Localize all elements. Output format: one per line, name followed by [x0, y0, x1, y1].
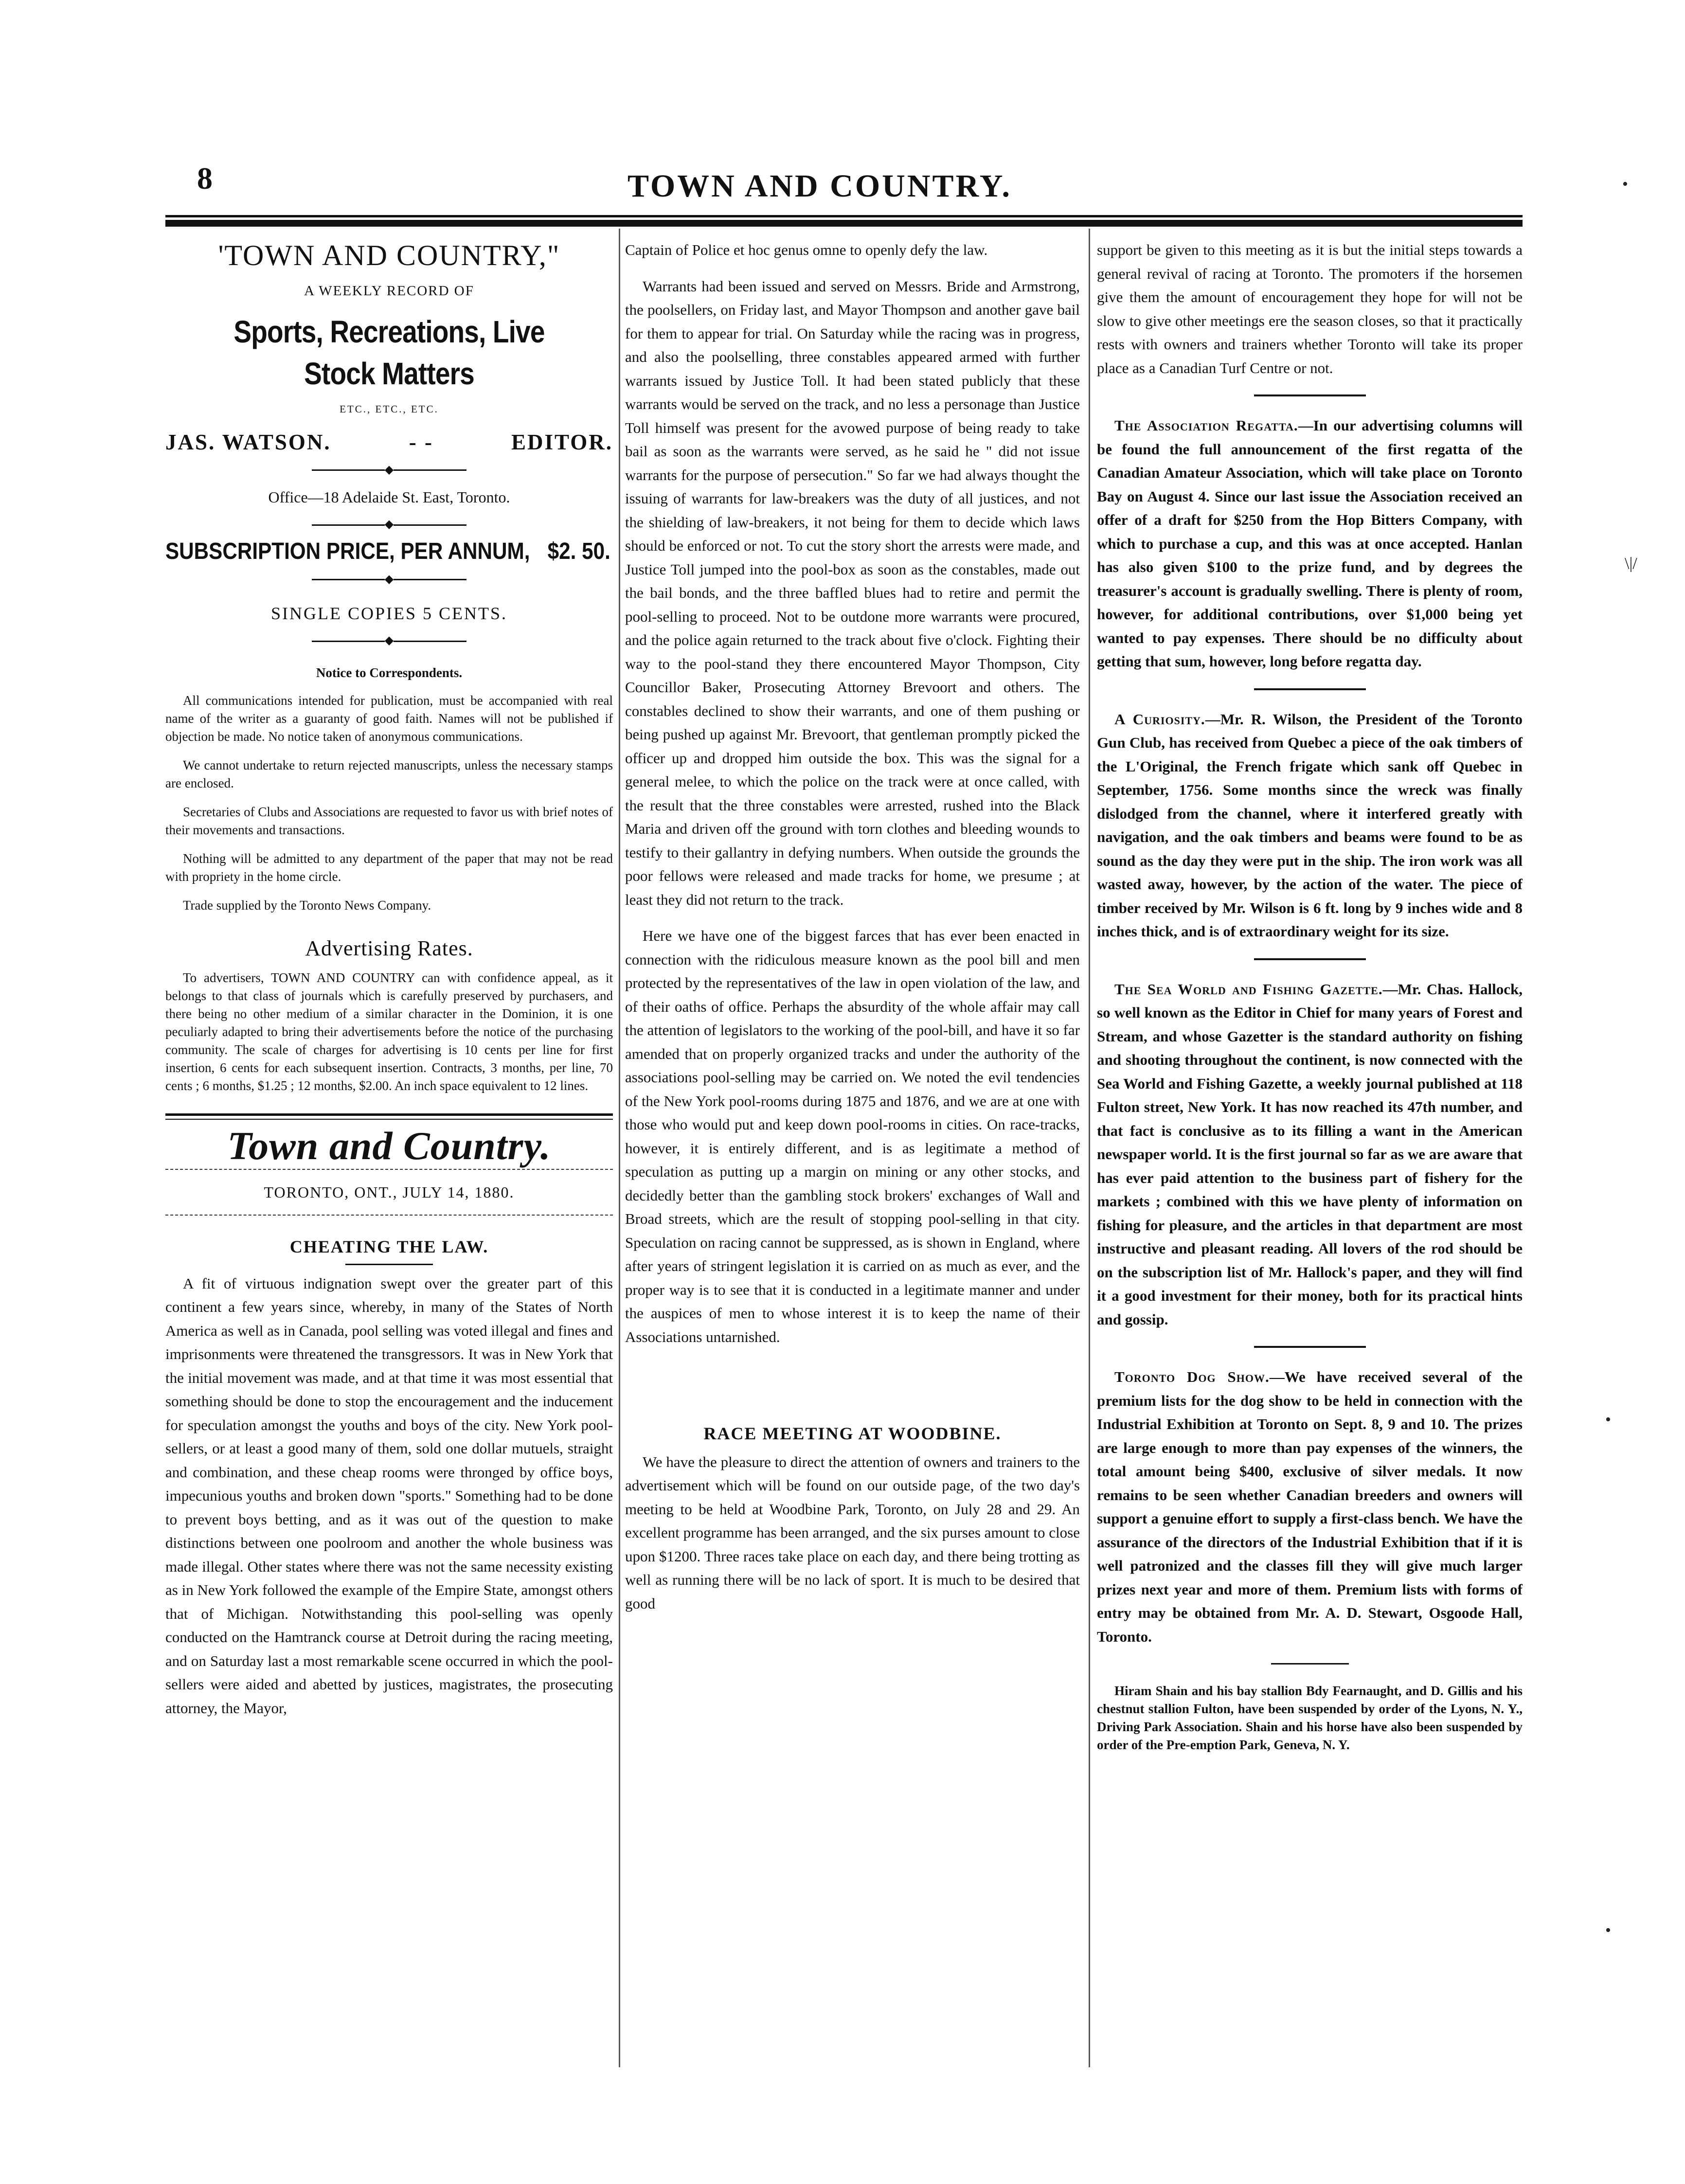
masthead-title: 'TOWN AND COUNTRY,": [218, 239, 560, 271]
cheating-paragraph-4: Here we have one of the biggest farces that has ever been enacted in connection with the ridiculous measure known as the pool bill and men protected by the representatives of the law in open violation of the law, and of their oaths of office. Perhaps the absurdity of the whole affair may call the attention of legislators to the working of the pool-bill, and have it so far amended that on properly organized tracks and under the authority of the associations pool-selling may be carried on. We noted the evil tendencies of the New York pool-rooms during 1875 and 1876, and we are at one with those who would put and keep down pool-rooms in cities. On race-tracks, however, it is entirely different, and is as legitimate a method of speculation as putting up a margin on mining or any other stocks, and decidedly better than the gambling stock brokers' exchanges of Wall and Broad streets, which are the result of stopping pool-selling in that city. Speculation on racing cannot be suppressed, as is shown in England, where after years of stringent legislation it is carried on as much as ever, and the proper way is to see that it is conducted in a legitimate manner and under the auspices of men to whose interest it is to keep the name of their Associations untarnished.: [625, 927, 1080, 1345]
edge-mark: \|/: [1625, 555, 1637, 573]
masthead-etc: ETC., ETC., ETC.: [340, 403, 439, 415]
advertising-text: To advertisers, TOWN AND COUNTRY can with confidence appeal, as it belongs to that class of journals which is carefully preserved by purchasers, and there being no other medium of a similar character in the Dominion, it is one peculiarly adapted to bring their advertisements before the notice of the purchasing community. The scale of charges for advertising is 10 cents per line for first insertion, 6 cents for each subsequent insertion. Contracts, 3 months, per line, 70 cents ; 6 months, $1.25 ; 12 months, $2.00. An inch space equivalent to 12 lines.: [165, 970, 613, 1093]
editor-name: JAS. WATSON.: [165, 430, 331, 454]
sea-world-lead: The Sea World and Fishing Gazette.: [1114, 980, 1383, 998]
notice-block: [165, 692, 613, 914]
race-paragraph-2: support be given to this meeting as it is but the initial steps towards a general revival of racing at Toronto. The promoters if the horsemen give them the amount of encouragement they hope for will not be slow to give other meetings ere the season closes, so that it practically rests with owners and trainers whether Toronto will take its proper place as a Canadian Turf Centre or not.: [1097, 241, 1523, 376]
section-separator: [1254, 958, 1366, 960]
subscription-price: $2. 50.: [547, 538, 610, 564]
single-copies: SINGLE COPIES 5 CENTS.: [270, 603, 508, 623]
paper-title: Town and Country.: [227, 1124, 551, 1168]
dog-show-item: [1097, 1365, 1523, 1648]
editor-dash: - -: [409, 430, 433, 454]
sea-world-item: [1097, 978, 1523, 1332]
header-rule-thick: [165, 215, 1523, 217]
notice-paragraph: Secretaries of Clubs and Associations are requested to favor us with brief notes of their movements and transactions.: [165, 804, 613, 837]
header-rule-bold: [165, 220, 1523, 227]
curiosity-lead: A Curiosity.: [1114, 710, 1205, 728]
curiosity-text: —Mr. R. Wilson, the President of the Toronto Gun Club, has received from Quebec a piece of the oak timbers of the L'Original, the French frigate which sank off Quebec in September, 1756. Some months since the wreck was finally dislodged from the channel, where it interfered greatly with navigation, and the oak timbers and beams were found to be as sound as the day they were put in the ship. The iron work was all wasted away, however, by the action of the water. The piece of timber received by Mr. Wilson is 6 ft. long by 9 inches wide and 8 inches thick, and is of extraordinary weight for its size.: [1097, 710, 1523, 940]
cheating-headline: CHEATING THE LAW.: [165, 1235, 613, 1265]
notice-paragraph: Trade supplied by the Toronto News Company.: [183, 897, 431, 913]
column-middle: [625, 238, 1080, 1615]
advertising-heading: Advertising Rates.: [305, 936, 473, 960]
editor-line: [165, 430, 613, 454]
column-rule: [1089, 229, 1090, 2067]
section-separator: [1254, 1346, 1366, 1348]
ornament-divider: ◆: [165, 515, 613, 534]
section-separator: [1254, 394, 1366, 396]
notice-paragraph: All communications intended for publication, must be accompanied with real name of the writer as a guaranty of good faith. Names will not be published if objection be made. No notice taken of anonymous communications.: [165, 693, 613, 744]
shain-item: Hiram Shain and his bay stallion Bdy Fearnaught, and D. Gillis and his chestnut stallion Fulton, have been suspended by order of the Lyons, N. Y., Driving Park Association. Shain and his horse have also been suspended by order of the Pre-emption Park, Geneva, N. Y.: [1097, 1683, 1523, 1752]
notice-paragraph: Nothing will be admitted to any department of the paper that may not be read with propriety in the home circle.: [165, 851, 613, 884]
regatta-text: —In our advertising columns will be found the full announcement of the first regatta of the Canadian Amateur Association, which will take place on Toronto Bay on August 4. Since our last issue the Association received an offer of a draft for $250 from the Hop Bitters Company, with which to purchase a cup, and this was at once accepted. Hanlan has also given $100 to the prize fund, and by degrees the treasurer's account is gradually swelling. There is plenty of room, however, for additional contributions, over $1,000 being yet wanted to pay expenses. There should be no difficulty about getting that sum, however, long before regatta day.: [1097, 417, 1523, 670]
page-number: 8: [197, 161, 213, 196]
regatta-lead: The Association Regatta.: [1114, 417, 1298, 434]
section-double-rule: [165, 1113, 613, 1120]
ornament-divider: ◆: [165, 460, 613, 480]
ornament-divider: ◆: [165, 631, 613, 650]
cheating-paragraph-1: A fit of virtuous indignation swept over the greater part of this continent a few years since, whereby, in many of the States of North America as well as in Canada, pool selling was voted illegal and fines and imprisonments were threatened the transgressors. It was in New York that the initial movement was made, and at that time it was most essential that something should be done to stop the encouragement and the inducement for speculation amongst the youths and boys of the city. New York pool-sellers, or at least a good many of them, sold one dollar mutuels, straight and combination, and these cheap rooms were thronged by office boys, impecunious youths and broken down "sports." Something had to be done to prevent boys betting, and as it was out of the question to make distinctions between one poolroom and another the whole business was made illegal. Other states where there was not the same necessity existing as in New York followed the example of the Empire State, amongst others that of Michigan. Notwithstanding this pool-selling was openly conducted on the Hamtranck course at Detroit during the racing meeting, and on Saturday last a most remarkable scene occurred in which the pool-sellers were aided and abetted by justices, magistrates, the prosecuting attorney, the Mayor,: [165, 1274, 613, 1717]
race-headline: RACE MEETING AT WOODBINE.: [703, 1424, 1002, 1443]
dashed-rule: [165, 1169, 613, 1170]
dog-show-text: —We have received several of the premium lists for the dog show to be held in connection with the Industrial Exhibition at Toronto on Sept. 8, 9 and 10. The prizes are large enough to more than pay expenses of the winners, the total amount being $400, exclusive of silver medals. It now remains to be seen whether Canadian breeders and owners will support a genuine effort to supply a first-class bench. We have the assurance of the directors of the Industrial Exhibition that if it is well patronized and the classes fill they will give much larger prizes next year and more of them. Premium lists with forms of entry may be obtained from Mr. A. D. Stewart, Osgoode Hall, Toronto.: [1097, 1368, 1523, 1645]
regatta-item: [1097, 414, 1523, 674]
section-separator: [1254, 688, 1366, 690]
editor-title: EDITOR.: [511, 430, 613, 454]
subscription-label: SUBSCRIPTION PRICE, PER ANNUM,: [165, 538, 530, 564]
column-left: [165, 238, 613, 1720]
masthead-subtitle: A WEEKLY RECORD OF: [304, 283, 474, 299]
column-rule: [619, 229, 620, 2067]
subscription-line: [165, 540, 610, 564]
dateline: TORONTO, ONT., JULY 14, 1880.: [264, 1183, 515, 1201]
ornament-divider: ◆: [165, 570, 613, 589]
office-address: Office—18 Adelaide St. East, Toronto.: [268, 488, 510, 506]
cheating-paragraph-2: Captain of Police et hoc genus omne to openly defy the law.: [625, 241, 988, 258]
dog-show-lead: Toronto Dog Show.: [1114, 1368, 1270, 1385]
section-separator: [1271, 1663, 1349, 1665]
notice-heading: Notice to Correspondents.: [316, 665, 463, 680]
column-right: [1097, 238, 1523, 1754]
running-head: TOWN AND COUNTRY.: [627, 168, 1012, 204]
edge-mark: •: [1622, 175, 1628, 193]
edge-mark: •: [1605, 1411, 1611, 1429]
race-paragraph-1: We have the pleasure to direct the attention of owners and trainers to the advertisement which will be found on our outside page, of the two day's meeting to be held at Woodbine Park, Toronto, on July 28 and 29. An excellent programme has been arranged, and the six purses amount to close upon $1200. Three races take place on each day, and there being trotting as well as running there will be no lack of sport. It is much to be desired that good: [625, 1453, 1080, 1612]
notice-paragraph: We cannot undertake to return rejected manuscripts, unless the necessary stamps are enclosed.: [165, 757, 613, 790]
dashed-rule: [165, 1215, 613, 1216]
curiosity-item: [1097, 708, 1523, 944]
cheating-paragraph-3: Warrants had been issued and served on Messrs. Bride and Armstrong, the poolsellers, on Friday last, and Mayor Thompson and another gave bail for them to appear for trial. On Saturday while the racing was in progress, and also the poolselling, three constables appeared armed with further warrants issued by Justice Toll. It had been stated publicly that these warrants would be served on the track, and no less a personage than Justice Toll himself was present for the avowed purpose of being ready to take bail as soon as the warrants were served, as he said he " did not issue warrants for the purpose of persecution." So far we had always thought the issuing of warrants for law-breakers was the duty of all justices, and not the shielding of law-breakers, it not being for them to decide which laws should be enforced or not. To cut the story short the arrests were made, and Justice Toll jumped into the pool-box as soon as the constables, made out the bail bonds, and the three baffled blues had to retire and permit the pool-selling to proceed. Not to be outdone more warrants were procured, and the police again returned to the track about five o'clock. Fighting their way to the pool-stand they there encountered Mayor Thompson, City Councillor Baker, Prosecuting Attorney Brevoort and others. The constables declined to show their warrants, and one of them pushing or being pushed up against Mr. Brevoort, that gentleman promptly picked the officer up and dropped him outside the box. This was the signal for a general melee, to which the police on the track were at once called, with the result that the three constables were arrested, rushed into the Black Maria and driven off the ground with torn clothes and bleeding wounds to testify to their gallantry in defying numbers. When outside the grounds the poor fellows were released and made tracks for home, we presume ; at least they did not return to the track.: [625, 277, 1080, 908]
masthead-topics: Sports, Recreations, Live Stock Matters: [233, 314, 545, 391]
edge-mark: •: [1605, 1921, 1611, 1939]
advertising-block: [165, 969, 613, 1095]
sea-world-text: —Mr. Chas. Hallock, so well known as the Editor in Chief for many years of Forest and Stream, and whose Gazetter is the standard authority on fishing and shooting throughout the continent, is now connected with the Sea World and Fishing Gazette, a weekly journal published at 118 Fulton street, New York. It has now reached its 47th number, and that fact is conclusive as to its filling a want in the American newspaper world. It is the first journal so far as we are aware that has ever paid attention to the business part of fishery for the markets ; combined with this we have plenty of information on fishing for pleasure, and the articles in that department are most instructive and pleasant reading. All lovers of the rod should be on the subscription list of Mr. Hallock's paper, and they will find it a good investment for their money, both for its practical hints and gossip.: [1097, 980, 1523, 1328]
